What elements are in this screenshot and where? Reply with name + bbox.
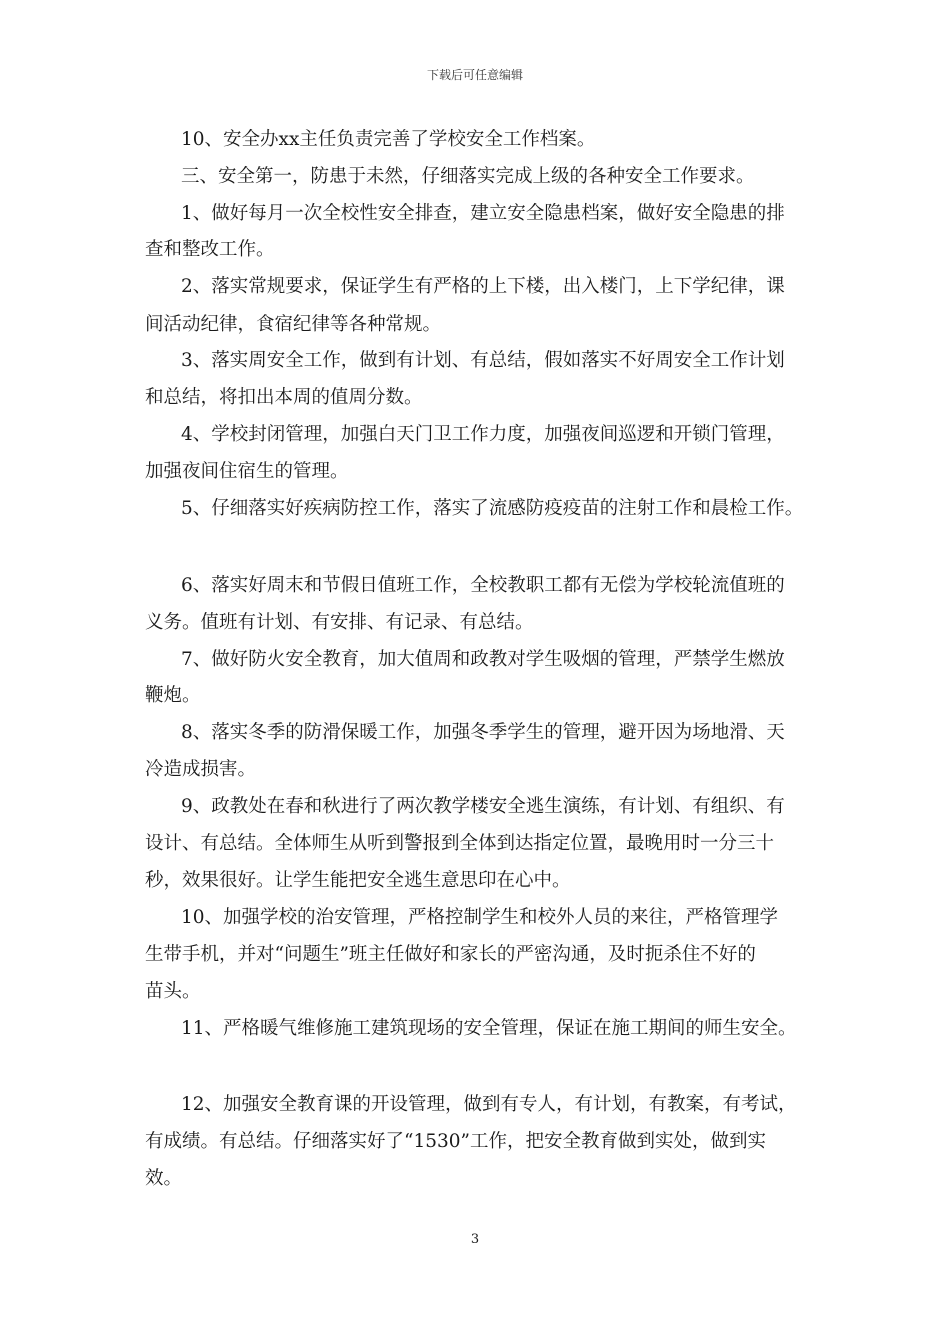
body-line: 4、学校封闭管理，加强白天门卫工作力度，加强夜间巡逻和开锁门管理， (181, 424, 785, 445)
body-line: 苗头。 (145, 981, 201, 1002)
body-line: 5、仔细落实好疾病防控工作，落实了流感防疫疫苗的注射工作和晨检工作。 (181, 498, 804, 519)
body-line: 有成绩。有总结。仔细落实好了“1530”工作，把安全教育做到实处，做到实 (145, 1131, 766, 1152)
body-line: 三、安全第一，防患于未然，仔细落实完成上级的各种安全工作要求。 (181, 166, 755, 187)
body-line: 冷造成损害。 (145, 759, 257, 780)
body-line: 效。 (145, 1168, 183, 1189)
body-line: 9、政教处在春和秋进行了两次教学楼安全逃生演练，有计划、有组织、有 (181, 796, 785, 817)
body-line: 11、严格暖气维修施工建筑现场的安全管理，保证在施工期间的师生安全。 (181, 1018, 797, 1039)
body-line: 义务。值班有计划、有安排、有记录、有总结。 (145, 612, 534, 633)
header-note: 下载后可任意编辑 (426, 68, 523, 82)
body-line: 1、做好每月一次全校性安全排查，建立安全隐患档案，做好安全隐患的排 (181, 203, 785, 224)
body-line: 生带手机，并对“问题生”班主任做好和家长的严密沟通，及时扼杀住不好的 (145, 944, 756, 965)
body-line: 8、落实冬季的防滑保暖工作，加强冬季学生的管理，避开因为场地滑、天 (181, 722, 785, 743)
body-line: 6、落实好周末和节假日值班工作，全校教职工都有无偿为学校轮流值班的 (181, 575, 785, 596)
body-line: 3、落实周安全工作，做到有计划、有总结，假如落实不好周安全工作计划 (181, 350, 785, 371)
body-line: 查和整改工作。 (145, 239, 275, 260)
body-line: 和总结，将扣出本周的值周分数。 (145, 387, 423, 408)
body-line: 10、加强学校的治安管理，严格控制学生和校外人员的来往，严格管理学 (181, 907, 779, 928)
body-line: 秒，效果很好。让学生能把安全逃生意思印在心中。 (145, 870, 571, 891)
body-line: 2、落实常规要求，保证学生有严格的上下楼，出入楼门，上下学纪律，课 (181, 276, 785, 297)
body-line: 鞭炮。 (145, 685, 201, 706)
body-line: 10、安全办xx主任负责完善了学校安全工作档案。 (181, 129, 596, 150)
body-line: 7、做好防火安全教育，加大值周和政教对学生吸烟的管理，严禁学生燃放 (181, 649, 785, 670)
body-line: 设计、有总结。全体师生从听到警报到全体到达指定位置，最晚用时一分三十 (145, 833, 775, 854)
page-number: 3 (470, 1232, 480, 1247)
body-line: 加强夜间住宿生的管理。 (145, 461, 349, 482)
body-line: 间活动纪律，食宿纪律等各种常规。 (145, 314, 442, 335)
body-line: 12、加强安全教育课的开设管理，做到有专人，有计划，有教案，有考试， (181, 1094, 797, 1115)
